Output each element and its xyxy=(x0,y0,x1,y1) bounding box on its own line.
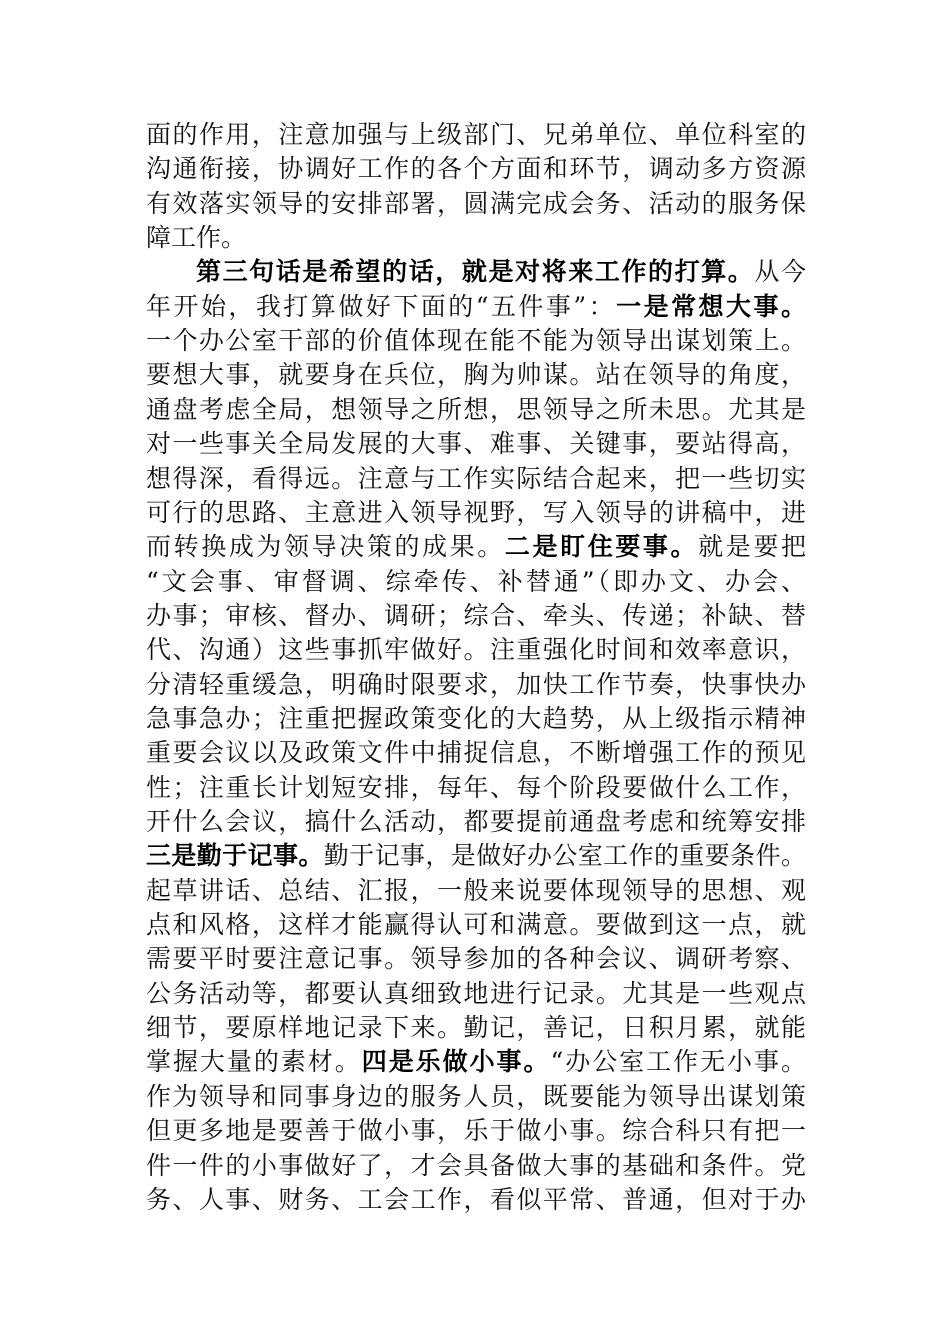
text-segment: 想得深，看得远。注意与工作实际结合起来，把一些切实 xyxy=(146,463,806,493)
text-segment: 急事急办；注重把握政策变化的大趋势，从上级指示精神 xyxy=(146,703,806,733)
text-line xyxy=(146,462,806,496)
text-line xyxy=(146,393,806,427)
text-line xyxy=(146,290,806,324)
text-segment: 性；注重长计划短安排，每年、每个阶段要做什么工作， xyxy=(146,772,806,802)
text-segment: 就是要把 xyxy=(698,532,806,562)
text-segment: 点和风格，这样才能赢得认可和满意。要做到这一点，就 xyxy=(146,910,806,940)
text-line xyxy=(146,1045,806,1079)
text-segment: “办公室工作无小事。 xyxy=(550,1047,806,1077)
text-segment: 有效落实领导的安排部署，圆满完成会务、活动的服务保 xyxy=(146,188,806,218)
text-line xyxy=(146,805,806,839)
text-line xyxy=(146,152,806,186)
text-line xyxy=(146,771,806,805)
text-segment: 面的作用，注意加强与上级部门、兄弟单位、单位科室的 xyxy=(146,120,806,149)
text-segment: 可行的思路、主意进入领导视野，写入领导的讲稿中，进 xyxy=(146,497,806,527)
bold-text-segment: 三是勤于记事。 xyxy=(146,841,324,871)
text-segment: 开什么会议，搞什么活动，都要提前通盘考虑和统筹安排 xyxy=(146,807,806,836)
text-line xyxy=(146,839,806,873)
text-line xyxy=(146,221,806,255)
text-segment: 掌握大量的素材。 xyxy=(146,1047,362,1077)
text-segment: 障工作。 xyxy=(146,223,247,253)
text-line xyxy=(146,668,806,702)
bold-text-segment: 第三句话是希望的话，就是对将来工作的打算。 xyxy=(196,257,755,287)
text-segment: 分清轻重缓急，明确时限要求，加快工作节奏，快事快办 xyxy=(146,669,806,699)
text-segment: “文会事、审督调、综牵传、补替通”（即办文、办会、 xyxy=(146,566,806,596)
text-line xyxy=(146,427,806,461)
text-line xyxy=(146,599,806,633)
text-segment: 务、人事、财务、工会工作，看似平常、普通，但对于办 xyxy=(146,1184,806,1214)
bold-text-segment: 四是乐做小事。 xyxy=(361,1047,551,1077)
text-line xyxy=(146,908,806,942)
text-line xyxy=(146,118,806,152)
text-line xyxy=(146,1114,806,1148)
text-segment: 一个办公室干部的价值体现在能不能为领导出谋划策上。 xyxy=(146,326,806,356)
text-segment: 而转换成为领导决策的成果。 xyxy=(146,532,505,562)
text-line xyxy=(146,530,806,564)
text-segment: 公务活动等，都要认真细致地进行记录。尤其是一些观点 xyxy=(146,978,806,1008)
text-segment: 重要会议以及政策文件中捕捉信息，不断增强工作的预见 xyxy=(146,738,806,768)
text-line xyxy=(146,1149,806,1183)
text-line xyxy=(196,255,806,289)
text-line xyxy=(146,324,806,358)
text-segment: 需要平时要注意记事。领导参加的各种会议、调研考察、 xyxy=(146,944,806,974)
text-segment: 作为领导和同事身边的服务人员，既要能为领导出谋划策 xyxy=(146,1081,806,1111)
text-segment: 但更多地是要善于做小事，乐于做小事。综合科只有把一 xyxy=(146,1116,806,1146)
text-line xyxy=(146,1011,806,1045)
text-line xyxy=(146,187,806,221)
text-segment: 对一些事关全局发展的大事、难事、关键事，要站得高， xyxy=(146,429,806,459)
text-segment: 件一件的小事做好了，才会具备做大事的基础和条件。党 xyxy=(146,1150,806,1180)
text-line xyxy=(146,736,806,770)
text-segment: 办事；审核、督办、调研；综合、牵头、传递；补缺、替 xyxy=(146,600,806,630)
text-segment: 通盘考虑全局，想领导之所想，思领导之所未思。尤其是 xyxy=(146,394,806,424)
text-line xyxy=(146,874,806,908)
text-segment: 细节，要原样地记录下来。勤记，善记，日积月累，就能 xyxy=(146,1013,806,1043)
text-segment: 从今 xyxy=(754,257,806,287)
text-line xyxy=(146,1080,806,1114)
bold-text-segment: 二是盯住要事。 xyxy=(504,532,699,562)
text-segment: 要想大事，就要身在兵位，胸为帅谋。站在领导的角度， xyxy=(146,360,806,390)
text-segment: 沟通衔接，协调好工作的各个方面和环节，调动多方资源 xyxy=(146,154,806,184)
bold-text-segment: 一是常想大事。 xyxy=(616,291,806,321)
text-line xyxy=(146,565,806,599)
text-segment: 年开始，我打算做好下面的“五件事”： xyxy=(146,291,617,321)
text-line xyxy=(146,1183,806,1217)
text-line xyxy=(146,977,806,1011)
text-line xyxy=(146,496,806,530)
text-line xyxy=(146,702,806,736)
text-segment: 代、沟通）这些事抓牢做好。注重强化时间和效率意识， xyxy=(146,635,806,665)
text-line xyxy=(146,358,806,392)
text-line xyxy=(146,942,806,976)
text-segment: 起草讲话、总结、汇报，一般来说要体现领导的思想、观 xyxy=(146,875,806,905)
text-segment: 勤于记事，是做好办公室工作的重要条件。 xyxy=(323,841,806,871)
text-line xyxy=(146,633,806,667)
